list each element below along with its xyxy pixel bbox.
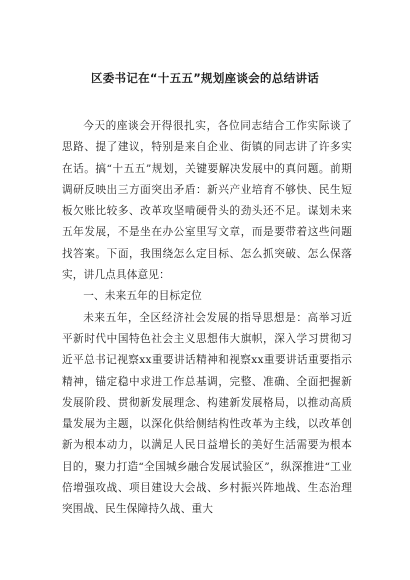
intro-paragraph: 今天的座谈会开得很扎实，各位同志结合工作实际谈了思路、提了建议，特别是来自企业、街镇的同志讲了许多实在话。搞“十五五”规划，关键要解决发展中的真问题。前期调研反映出三方面突出矛盾：新兴产业培育不够快、民生短板欠账比较多、改革攻坚啃硬骨头的劲头还不足。谋划未来五年发展，不是坐在办公室里写文章，而是要带着这些问题找答案。下面，我围绕怎么定目标、怎么抓突破、怎么保落实，讲几点具体意见： [62, 120, 352, 282]
document-body [62, 116, 352, 521]
document-title: 区委书记在“十五五”规划座谈会的总结讲话 [90, 71, 320, 85]
section-paragraph: 未来五年，全区经济社会发展的指导思想是：高举习近平新时代中国特色社会主义思想伟大旗帜，深入学习贯彻习近平总书记视察xx重要讲话精神和视察xx重要讲话重要指示精神，锚定稳中求进工作总基调，完整、准确、全面把握新发展阶段、贯彻新发展理念、构建新发展格局，以推动高质量发展为主题，以深化供给侧结构性改革为主线，以改革创新为根本动力，以满足人民日益增长的美好生活需要为根本目的，聚力打造“全国城乡融合发展试验区”，纵深推进“工业倍增强攻战、项目建设大会战、乡村振兴阵地战、生态治理突围战、民生保障持久战、重大 [62, 311, 352, 516]
section-heading: 一、未来五年的目标定位 [83, 290, 202, 303]
